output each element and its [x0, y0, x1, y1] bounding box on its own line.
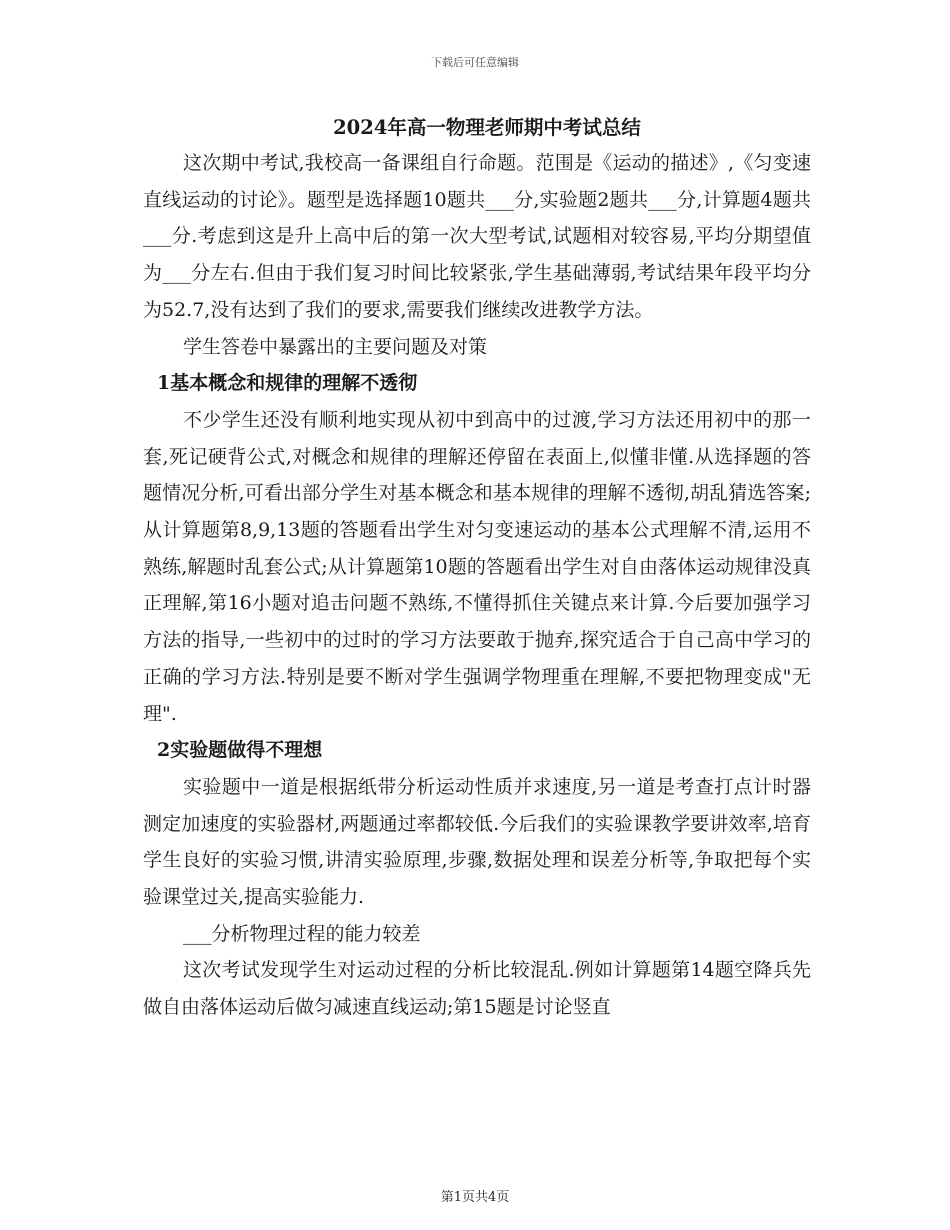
- page-number: 第1页共4页: [440, 1190, 510, 1205]
- section3-paragraph: 这次考试发现学生对运动过程的分析比较混乱.例如计算题第14题空降兵先做自由落体运动后做匀减速直线运动;第15题是讨论竖直: [143, 959, 811, 1019]
- section2-heading: 2实验题做得不理想: [157, 739, 323, 762]
- document-body: [143, 111, 811, 1026]
- problems-heading: 学生答卷中暴露出的主要问题及对策: [183, 335, 488, 358]
- document-title: 2024年高一物理老师期中考试总结: [333, 116, 641, 139]
- section1-paragraph: 不少学生还没有顺利地实现从初中到高中的过渡,学习方法还用初中的那一套,死记硬背公式,对概念和规律的理解还停留在表面上,似懂非懂.从选择题的答题情况分析,可看出部分学生对基本概念和基本规律的理解不透彻,胡乱猜选答案;从计算题第8,9,13题的答题看出学生对匀变速运动的基本公式理解不清,运用不熟练,解题时乱套公式;从计算题第10题的答题看出学生对自由落体运动规律没真正理解,第16小题对追击问题不熟练,不懂得抓住关键点来计算.今后要加强学习方法的指导,一些初中的过时的学习方法要敢于抛弃,探究适合于自己高中学习的正确的学习方法.特别是要不断对学生强调学物理重在理解,不要把物理变成"无理".: [143, 408, 811, 725]
- header-note: 下载后可任意编辑: [431, 56, 519, 69]
- section3-heading: ___分析物理过程的能力较差: [183, 922, 421, 945]
- section1-heading: 1基本概念和规律的理解不透彻: [157, 372, 418, 395]
- intro-paragraph: 这次期中考试,我校高一备课组自行命题。范围是《运动的描述》,《匀变速直线运动的讨论》。题型是选择题10题共___分,实验题2题共___分,计算题4题共___分.考虑到这是升上高中后的第一次大型考试,试题相对较容易,平均分期望值为___分左右.但由于我们复习时间比较紧张,学生基础薄弱,考试结果年段平均分为52.7,没有达到了我们的要求,需要我们继续改进教学方法。: [143, 152, 811, 321]
- section2-paragraph: 实验题中一道是根据纸带分析运动性质并求速度,另一道是考查打点计时器测定加速度的实验器材,两题通过率都较低.今后我们的实验课教学要讲效率,培育学生良好的实验习惯,讲清实验原理,步骤,数据处理和误差分析等,争取把每个实验课堂过关,提高实验能力.: [143, 775, 811, 909]
